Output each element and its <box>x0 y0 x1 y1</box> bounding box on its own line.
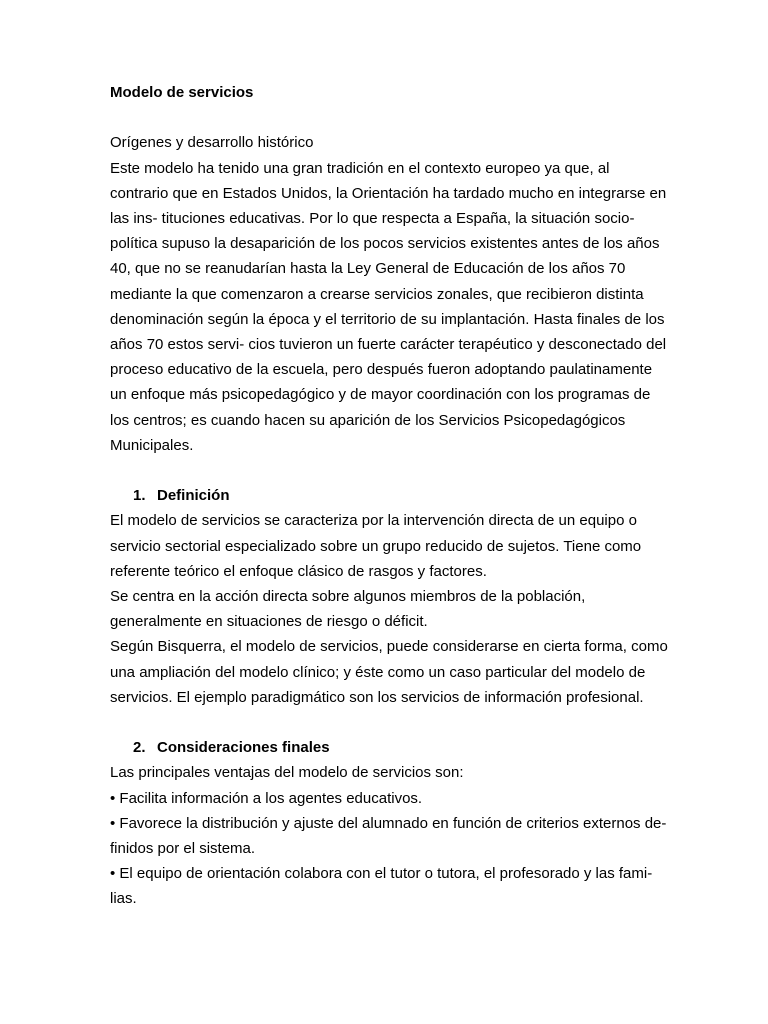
spacer <box>110 105 670 130</box>
section-heading-definicion <box>110 483 670 508</box>
section-line: El modelo de servicios se caracteriza por la intervención directa de un equipo o servicio sectorial especializado sobre un grupo reducido de sujetos. Tiene como referente teórico el enfoque clásico de rasgos y factores. <box>110 512 642 580</box>
bullet-item: • El equipo de orientación colabora con el tutor o tutora, el profesorado y las fami- lias. <box>110 865 653 908</box>
section-line: Las principales ventajas del modelo de servicios son: <box>110 764 464 782</box>
bullet-item: • Favorece la distribución y ajuste del alumnado en función de criterios externos de- finidos por el sistema. <box>110 814 667 858</box>
section-number: 2. <box>133 739 146 757</box>
bullet-item: • Facilita información a los agentes educativos. <box>110 789 423 807</box>
section-title: Consideraciones finales <box>157 739 330 757</box>
document-subtitle: Orígenes y desarrollo histórico <box>110 134 314 152</box>
section-title: Definición <box>157 487 230 505</box>
document-page <box>110 80 670 912</box>
section-line: Se centra en la acción directa sobre algunos miembros de la población, generalmente en situaciones de riesgo o déficit. <box>110 588 586 631</box>
section-line: Según Bisquerra, el modelo de servicios, puede considerarse en cierta forma, como una ampliación del modelo clínico; y éste como un caso particular del modelo de servicios. El ejemplo paradigmático son los servicios de información profesional. <box>110 638 668 706</box>
spacer <box>110 710 670 735</box>
document-title: Modelo de servicios <box>110 84 254 101</box>
section-heading-consideraciones <box>110 735 670 760</box>
intro-paragraph: Este modelo ha tenido una gran tradición en el contexto europeo ya que, al contrario que en Estados Unidos, la Orientación ha tardado mucho en integrarse en las ins- tituciones educativas. Por lo que respecta a España, la situación socio-política supuso la desaparición de los pocos servicios existentes antes de los años 40, que no se reanudarían hasta la Ley General de Educación de los años 70 mediante la que comenzaron a crearse servicios zonales, que recibieron distinta denominación según la época y el territorio de su implantación. Hasta finales de los años 70 estos servi- cios tuvieron un fuerte carácter terapéutico y desconectado del proceso educativo de la escuela, pero después fueron adoptando paulatinamente un enfoque más psicopedagógico y de mayor coordinación con los programas de los centros; es cuando hacen su aparición de los Servicios Psicopedagógicos Municipales. <box>110 159 667 454</box>
section-number: 1. <box>133 487 146 505</box>
spacer <box>110 458 670 483</box>
